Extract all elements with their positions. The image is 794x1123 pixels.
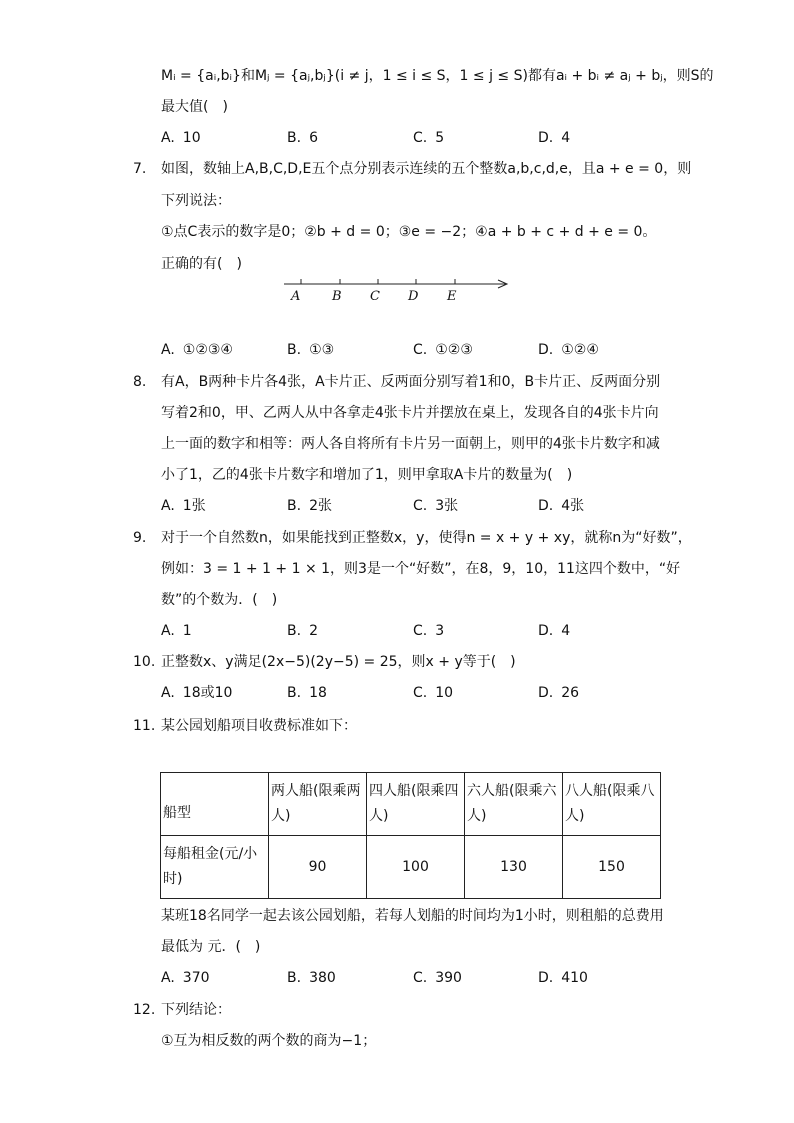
q9-number: 9. (133, 530, 147, 546)
q9-stem-line2: 例如：3 = 1 + 1 + 1 × 1，则3是一个“好数”，在8，9，10，11这四个数中，“好 (161, 561, 681, 577)
q7-option-a[interactable]: A. ①②③④ (161, 342, 233, 358)
q7-option-b[interactable]: B. ①③ (287, 342, 335, 358)
q11-after-line2: 最低为 元．( ) (161, 939, 261, 955)
q8-stem-line4: 小了1，乙的4张卡片数字和增加了1，则甲拿取A卡片的数量为( ) (161, 467, 573, 483)
q11-option-c[interactable]: C. 390 (413, 970, 462, 986)
q6-option-d[interactable]: D. 4 (538, 130, 571, 146)
q10-option-a[interactable]: A. 18或10 (161, 685, 233, 701)
point-label-c: C (370, 289, 380, 304)
q12-item1: ①互为相反数的两个数的商为−1； (161, 1033, 377, 1049)
point-label-b: B (332, 289, 342, 304)
table-cell-rent-four: 100 (367, 836, 465, 899)
q7-option-d[interactable]: D. ①②④ (538, 342, 599, 358)
q11-option-d[interactable]: D. 410 (538, 970, 588, 986)
q8-number: 8. (133, 374, 147, 390)
q12-stem-line1: 下列结论： (161, 1002, 231, 1018)
q9-option-b[interactable]: B. 2 (287, 623, 318, 639)
q11-option-a[interactable]: A. 370 (161, 970, 210, 986)
q8-option-b[interactable]: B. 2张 (287, 498, 332, 514)
point-label-d: D (408, 289, 419, 304)
table-cell-boat-type-label: 船型 (161, 773, 269, 836)
q10-option-c[interactable]: C. 10 (413, 685, 454, 701)
q9-option-a[interactable]: A. 1 (161, 623, 192, 639)
q6-option-a[interactable]: A. 10 (161, 130, 201, 146)
q11-stem-line1: 某公园划船项目收费标准如下： (161, 718, 357, 734)
q10-option-d[interactable]: D. 26 (538, 685, 580, 701)
q10-option-b[interactable]: B. 18 (287, 685, 327, 701)
table-header-eight-person: 八人船(限乘八 人) (563, 773, 661, 836)
table-cell-rent-two: 90 (269, 836, 367, 899)
table-row (161, 836, 661, 899)
q9-option-c[interactable]: C. 3 (413, 623, 445, 639)
q11-after-line1: 某班18名同学一起去该公园划船，若每人划船的时间均为1小时，则租船的总费用 (161, 908, 664, 924)
q7-stem-line2: 下列说法： (161, 193, 231, 209)
point-label-e: E (447, 289, 457, 304)
q8-stem-line1: 有A，B两种卡片各4张，A卡片正、反两面分别写着1和0，B卡片正、反两面分别 (161, 374, 661, 390)
point-label-a: A (291, 289, 301, 304)
q6-option-b[interactable]: B. 6 (287, 130, 318, 146)
q8-option-c[interactable]: C. 3张 (413, 498, 459, 514)
table-header-two-person: 两人船(限乘两 人) (269, 773, 367, 836)
q6-stem-line1: Mᵢ = {aᵢ,bᵢ}和Mⱼ = {aⱼ,bⱼ}(i ≠ j，1 ≤ i ≤ S，1 ≤ j ≤ S)都有aᵢ + bᵢ ≠ aⱼ + bⱼ，则S的 (161, 68, 714, 84)
table-header-six-person: 六人船(限乘六 人) (465, 773, 563, 836)
q11-number: 11. (133, 718, 156, 734)
q7-option-c[interactable]: C. ①②③ (413, 342, 473, 358)
q8-stem-line2: 写着2和0，甲、乙两人从中各拿走4张卡片并摆放在桌上，发现各自的4张卡片向 (161, 405, 659, 421)
q7-stem-line1: 如图，数轴上A,B,C,D,E五个点分别表示连续的五个整数a,b,c,d,e，且a + e = 0，则 (161, 161, 692, 177)
q7-stem-line4: 正确的有( ) (161, 256, 242, 272)
boat-fee-table (160, 772, 661, 899)
q6-option-c[interactable]: C. 5 (413, 130, 445, 146)
q9-option-d[interactable]: D. 4 (538, 623, 571, 639)
q8-stem-line3: 上一面的数字和相等：两人各自将所有卡片另一面朝上，则甲的4张卡片数字和减 (161, 436, 660, 452)
q8-option-d[interactable]: D. 4张 (538, 498, 585, 514)
q10-number: 10. (133, 654, 156, 670)
q12-number: 12. (133, 1002, 156, 1018)
table-cell-rent-eight: 150 (563, 836, 661, 899)
table-cell-rent-label: 每船租金(元/小 时) (161, 836, 269, 899)
q7-stem-line3: ①点C表示的数字是0；②b + d = 0；③e = −2；④a + b + c + d + e = 0。 (161, 224, 657, 240)
q9-stem-line1: 对于一个自然数n，如果能找到正整数x，y，使得n = x + y + xy，就称n为“好数”， (161, 530, 692, 546)
q8-option-a[interactable]: A. 1张 (161, 498, 206, 514)
table-cell-rent-six: 130 (465, 836, 563, 899)
q7-number: 7. (133, 161, 147, 177)
table-header-four-person: 四人船(限乘四 人) (367, 773, 465, 836)
table-row (161, 773, 661, 836)
q6-stem-line2: 最大值( ) (161, 99, 228, 115)
q9-stem-line3: 数”的个数为．( ) (161, 592, 278, 608)
q11-option-b[interactable]: B. 380 (287, 970, 336, 986)
q10-stem-line1: 正整数x、y满足(2x−5)(2y−5) = 25，则x + y等于( ) (161, 654, 516, 670)
number-line-figure (280, 273, 515, 307)
